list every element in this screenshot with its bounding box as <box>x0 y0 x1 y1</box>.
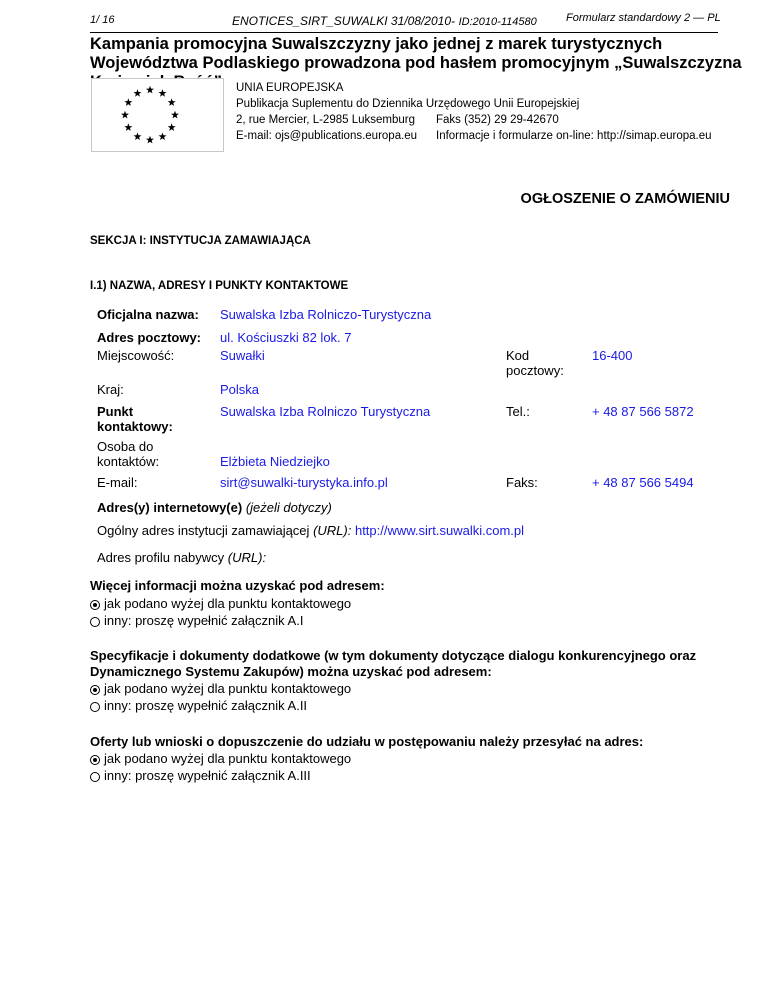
star-icon <box>146 136 154 144</box>
form-type: Formularz standardowy 2 — PL <box>566 12 721 24</box>
doc-ref-text: ENOTICES_SIRT_SUWALKI 31/08/2010- <box>232 14 455 28</box>
person-label-2: kontaktów: <box>97 454 160 469</box>
more-info-radio-same[interactable] <box>90 600 100 610</box>
star-icon <box>134 132 142 140</box>
offers-radio-same[interactable] <box>90 755 100 765</box>
title-line-2: Województwa Podlaskiego prowadzona pod hasłem promocyjnym „Suwalszczyzna <box>90 54 742 72</box>
person-label-1: Osoba do <box>97 439 154 454</box>
offers-radio-other[interactable] <box>90 772 100 782</box>
subsection-heading: I.1) NAZWA, ADRESY I PUNKTY KONTAKTOWE <box>90 280 349 292</box>
header-rule <box>90 32 718 33</box>
postcode-label-2: pocztowy: <box>506 363 564 378</box>
publisher-name: UNIA EUROPEJSKA <box>236 82 344 94</box>
postal-value: ul. Kościuszki 82 lok. 7 <box>220 330 352 345</box>
buyer-profile-url-tag: (URL): <box>227 550 267 565</box>
general-url-tag: (URL): <box>313 523 352 538</box>
eu-flag-logo <box>91 78 224 152</box>
page-number: 1/ 16 <box>90 14 115 26</box>
star-icon <box>121 111 129 119</box>
star-icon <box>124 123 132 131</box>
publisher-line: Publikacja Suplementu do Dziennika Urzędowego Unii Europejskiej <box>236 98 580 110</box>
offers-opt2: inny: proszę wypełnić załącznik A.III <box>104 768 311 783</box>
star-icon <box>171 111 179 119</box>
person-value: Elżbieta Niedziejko <box>220 454 330 469</box>
email-link[interactable]: sirt@suwalki-turystyka.info.pl <box>220 475 388 490</box>
offers-heading: Oferty lub wnioski o dopuszczenie do udziału w postępowaniu należy przesyłać na adres: <box>90 734 644 749</box>
country-label: Kraj: <box>97 382 124 397</box>
doc-reference <box>232 13 537 28</box>
official-name-value: Suwalska Izba Rolniczo-Turystyczna <box>220 307 432 322</box>
publisher-email: E-mail: ojs@publications.europa.eu <box>236 130 418 142</box>
general-url-row <box>97 523 524 538</box>
more-info-opt1: jak podano wyżej dla punktu kontaktowego <box>104 596 352 611</box>
section-heading: SEKCJA I: INSTYTUCJA ZAMAWIAJĄCA <box>90 235 311 247</box>
publisher-address: 2, rue Mercier, L-2985 Luksemburg <box>236 114 415 126</box>
offers-opt1: jak podano wyżej dla punktu kontaktowego <box>104 751 352 766</box>
specs-radio-other[interactable] <box>90 702 100 712</box>
more-info-heading: Więcej informacji można uzyskać pod adresem: <box>90 578 385 593</box>
contact-point-value: Suwalska Izba Rolniczo Turystyczna <box>220 404 431 419</box>
internet-heading-text: Adres(y) internetowy(e) <box>97 500 243 515</box>
specs-radio-same[interactable] <box>90 685 100 695</box>
internet-heading <box>97 500 332 515</box>
eu-stars-icon <box>92 79 223 151</box>
publisher-info: Informacje i formularze on-line: http://simap.europa.eu <box>436 130 712 142</box>
internet-heading-note: (jeżeli dotyczy) <box>245 500 332 515</box>
title-line-1: Kampania promocyjna Suwalszczyzny jako jednej z marek turystycznych <box>90 35 663 53</box>
more-info-radio-other[interactable] <box>90 617 100 627</box>
city-label: Miejscowość: <box>97 348 175 363</box>
specs-heading-2: Dynamicznego Systemu Zakupów) można uzyskać pod adresem: <box>90 664 492 679</box>
country-value: Polska <box>220 382 260 397</box>
buyer-profile-label: Adres profilu nabywcy <box>97 550 225 565</box>
contact-point-label-1: Punkt <box>97 404 134 419</box>
star-icon <box>124 98 132 106</box>
star-icon <box>159 89 167 97</box>
tel-value: + 48 87 566 5872 <box>592 404 694 419</box>
tel-label: Tel.: <box>506 404 530 419</box>
doc-id-text: ID:2010-114580 <box>458 16 537 28</box>
specs-heading-1: Specyfikacje i dokumenty dodatkowe (w tym dokumenty dotyczące dialogu konkurencyjnego oraz <box>90 648 697 663</box>
postal-label: Adres pocztowy: <box>97 330 202 345</box>
star-icon <box>134 89 142 97</box>
star-icon <box>146 86 154 94</box>
star-icon <box>168 98 176 106</box>
star-icon <box>159 132 167 140</box>
contact-point-label-2: kontaktowy: <box>97 419 173 434</box>
publisher-fax: Faks (352) 29 29-42670 <box>436 114 559 126</box>
postcode-label-1: Kod <box>506 348 530 363</box>
postcode-value: 16-400 <box>592 348 633 363</box>
specs-opt1: jak podano wyżej dla punktu kontaktowego <box>104 681 352 696</box>
specs-opt2: inny: proszę wypełnić załącznik A.II <box>104 698 308 713</box>
official-name-label: Oficjalna nazwa: <box>97 307 199 322</box>
fax-value: + 48 87 566 5494 <box>592 475 694 490</box>
notice-title: OGŁOSZENIE O ZAMÓWIENIU <box>520 191 730 207</box>
city-value: Suwałki <box>220 348 265 363</box>
star-icon <box>168 123 176 131</box>
buyer-profile-row <box>97 550 266 565</box>
fax-label: Faks: <box>506 475 538 490</box>
more-info-opt2: inny: proszę wypełnić załącznik A.I <box>104 613 304 628</box>
email-label: E-mail: <box>97 475 138 490</box>
general-url-label: Ogólny adres instytucji zamawiającej <box>97 523 310 538</box>
general-url-link[interactable]: http://www.sirt.suwalki.com.pl <box>354 523 525 538</box>
